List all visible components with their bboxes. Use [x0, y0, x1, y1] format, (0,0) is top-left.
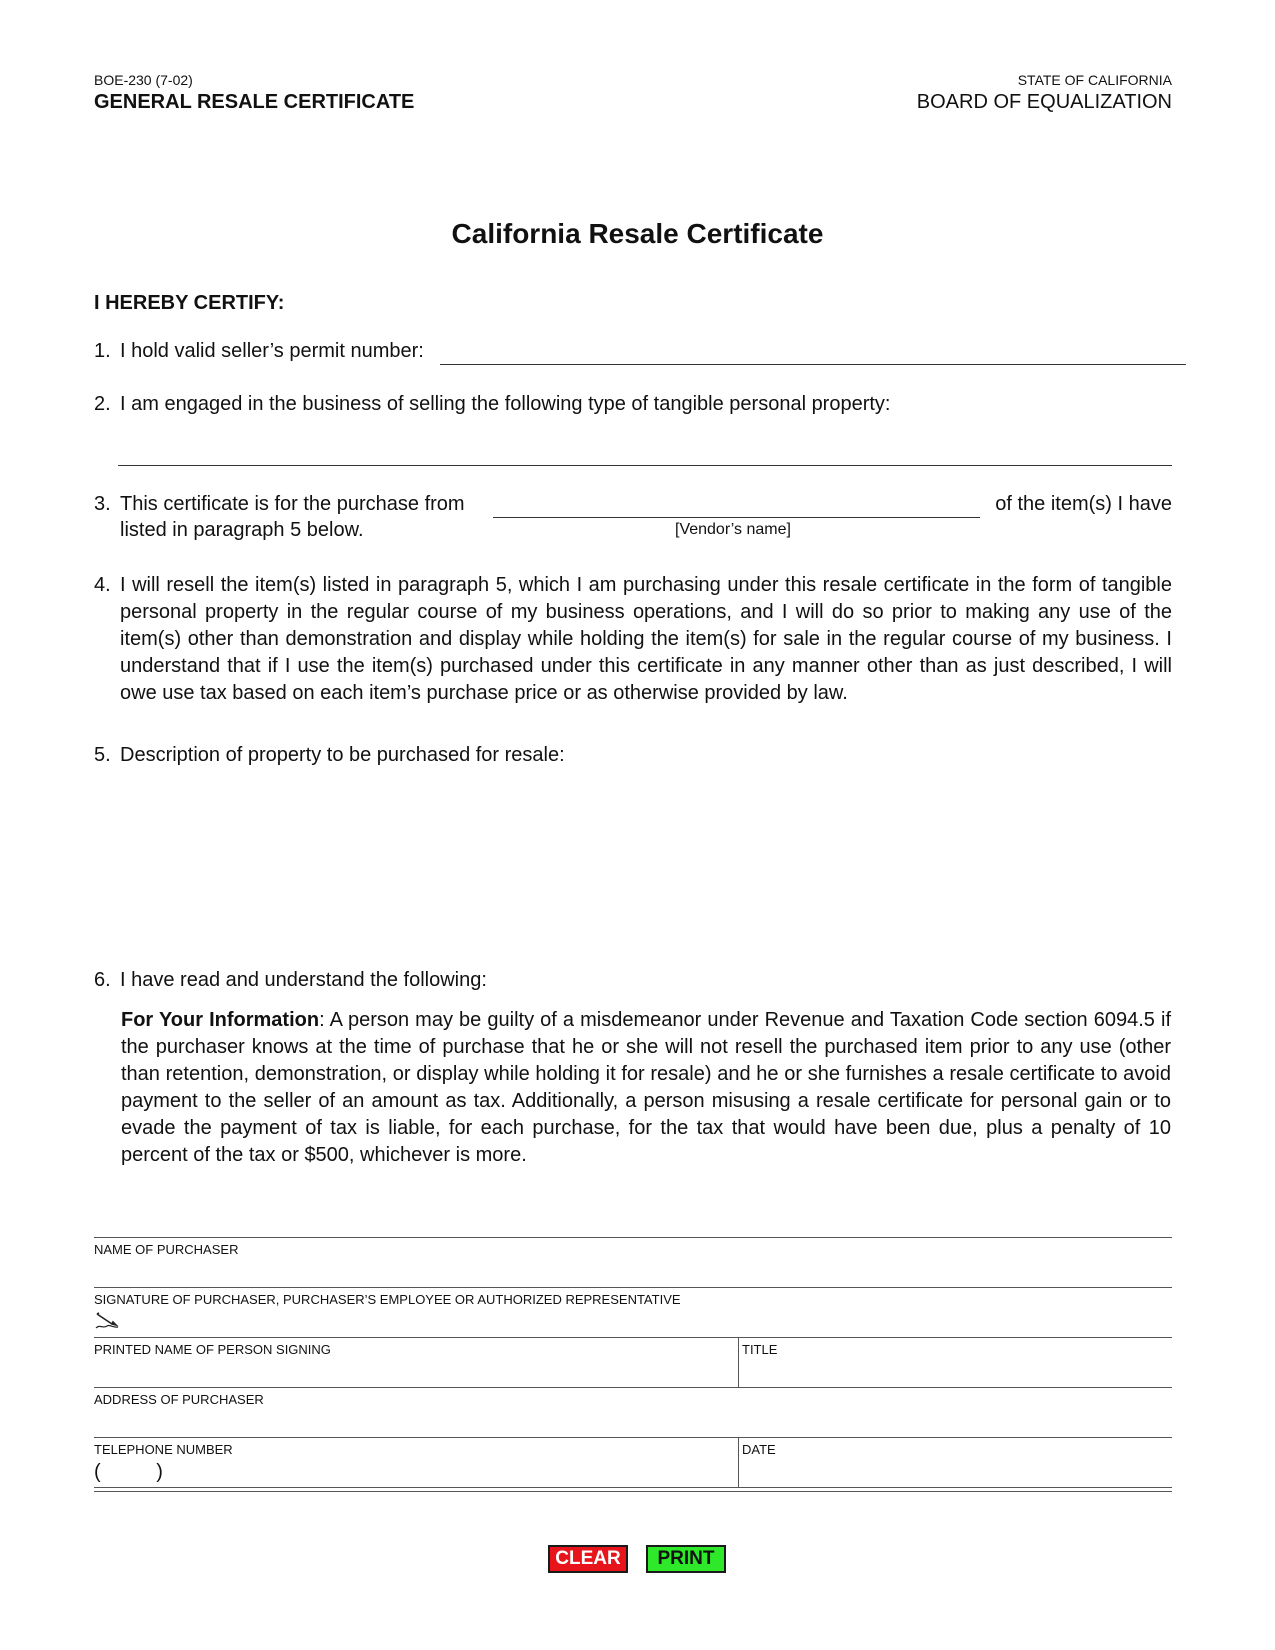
item-6-text: I have read and understand the following:: [120, 969, 487, 991]
signature-row[interactable]: [94, 1287, 1172, 1337]
printed-name-label: PRINTED NAME OF PERSON SIGNING: [94, 1342, 331, 1357]
title-field[interactable]: [738, 1338, 1176, 1387]
date-label: DATE: [742, 1442, 776, 1457]
printed-name-row: [94, 1337, 1172, 1387]
signature-label: SIGNATURE OF PURCHASER, PURCHASER’S EMPLOYEE OR AUTHORIZED REPRESENTATIVE: [94, 1292, 681, 1307]
print-button[interactable]: PRINT: [646, 1545, 726, 1573]
item-3-text-c: listed in paragraph 5 below.: [120, 519, 364, 541]
telephone-field[interactable]: [94, 1438, 738, 1487]
item-3-text-b: of the item(s) I have: [995, 493, 1172, 515]
purchaser-name-label: NAME OF PURCHASER: [94, 1242, 239, 1257]
page-title: California Resale Certificate: [451, 218, 824, 249]
clear-button[interactable]: CLEAR: [548, 1545, 628, 1573]
title-label: TITLE: [742, 1342, 778, 1357]
address-row[interactable]: [94, 1387, 1172, 1437]
property-type-field[interactable]: [118, 465, 1172, 466]
state-label: STATE OF CALIFORNIA: [1017, 72, 1172, 88]
telephone-area-code: ( ): [94, 1461, 163, 1483]
fields-bottom-rule: [94, 1487, 1172, 1492]
purchaser-name-row[interactable]: [94, 1237, 1172, 1287]
agency-label: BOARD OF EQUALIZATION: [916, 91, 1172, 113]
fyi-paragraph: [121, 1007, 1171, 1169]
item-number: 3.: [94, 493, 111, 515]
item-number: 4.: [94, 574, 111, 596]
item-5-text: Description of property to be purchased for resale:: [120, 744, 565, 766]
property-description-field[interactable]: [118, 775, 1172, 945]
printed-name-field[interactable]: [94, 1338, 738, 1387]
address-label: ADDRESS OF PURCHASER: [94, 1392, 264, 1407]
pen-icon: [94, 1310, 120, 1335]
item-3-text-a: This certificate is for the purchase from: [120, 493, 465, 515]
form-name: GENERAL RESALE CERTIFICATE: [94, 91, 415, 113]
item-number: 5.: [94, 744, 111, 766]
purchaser-fields: [94, 1237, 1172, 1492]
date-field[interactable]: [738, 1438, 1176, 1487]
vendor-name-field[interactable]: [493, 517, 980, 518]
telephone-label: TELEPHONE NUMBER: [94, 1442, 233, 1457]
item-number: 1.: [94, 340, 111, 362]
item-1-text: I hold valid seller’s permit number:: [120, 340, 424, 362]
header-left: [94, 71, 414, 115]
item-2-text: I am engaged in the business of selling the following type of tangible personal property:: [120, 393, 891, 415]
vendor-caption: [Vendor’s name]: [675, 521, 791, 538]
telephone-date-row: [94, 1437, 1172, 1487]
fyi-title: For Your Information: [121, 1009, 320, 1031]
form-number: BOE-230 (7-02): [94, 72, 193, 88]
certify-heading: I HEREBY CERTIFY:: [94, 292, 285, 314]
item-number: 2.: [94, 393, 111, 415]
item-number: 6.: [94, 969, 111, 991]
fyi-text: : A person may be guilty of a misdemeanor under Revenue and Taxation Code section 6094.5 if the purchaser knows at the time of purchase that he or she will not resell the purchased item prior to any use (other than retention, demonstration, or display while holding it for resale) and he or she furnishes a resale certificate to avoid payment to the seller of an amount as tax. Additionally, a person misusing a resale certificate for personal gain or to evade the payment of tax is liable, for each purchase, for the tax that would have been due, plus a penalty of 10 percent of the tax or $500, whichever is more.: [121, 1009, 1172, 1166]
header-right: [917, 71, 1172, 115]
item-4-text: I will resell the item(s) listed in paragraph 5, which I am purchasing under this resale certificate in the form of tangible personal property in the regular course of my business operations, and I will do so prior to making any use of the item(s) other than demonstration and display while holding the item(s) for sale in the regular course of my business. I understand that if I use the item(s) purchased under this certificate in any manner other than as just described, I will owe use tax based on each item’s purchase price or as otherwise provided by law.: [120, 574, 1172, 704]
seller-permit-field[interactable]: [440, 364, 1186, 365]
